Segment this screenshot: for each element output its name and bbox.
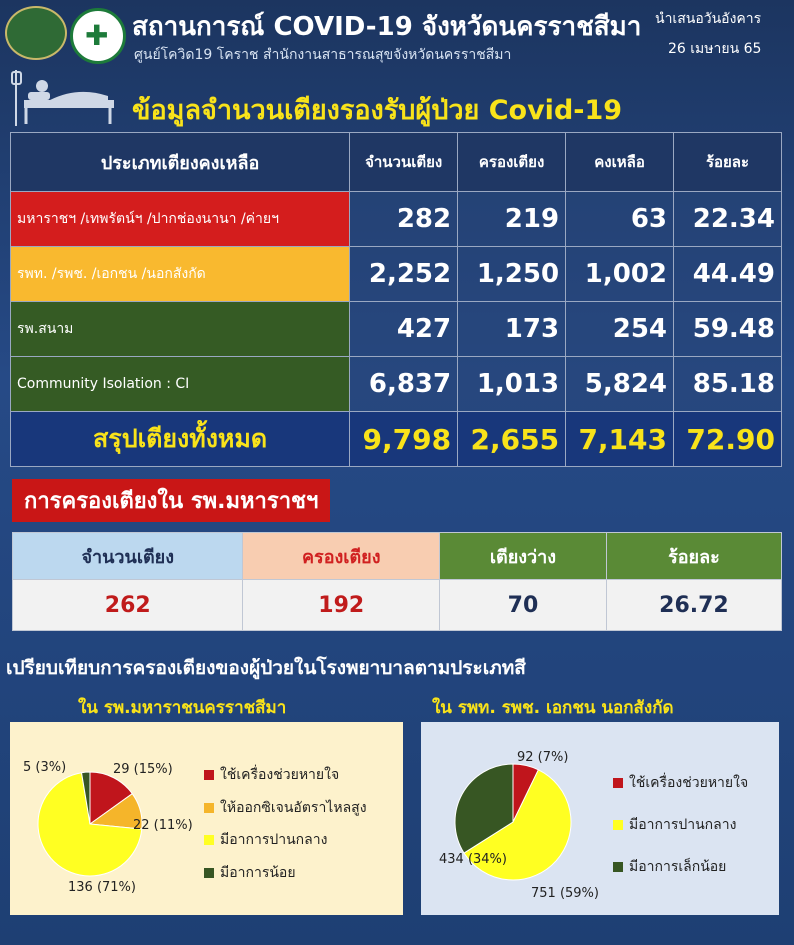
pie-left-title: ใน รพ.มหาราชนครราชสีมา [78,698,287,718]
total-value: 72.90 [674,412,782,467]
cell-value: 192 [243,580,440,631]
legend-swatch [204,868,214,878]
data-label: 92 (7%) [517,750,569,765]
data-label: 5 (3%) [23,760,67,775]
column-header: ร้อยละ [606,533,781,580]
total-label: สรุปเตียงทั้งหมด [11,412,350,467]
column-header: ร้อยละ [674,133,782,192]
province-seal-logo [5,6,67,60]
legend-swatch [613,778,623,788]
legend-swatch [204,803,214,813]
legend-swatch [613,820,623,830]
legend-label: มีอาการปานกลาง [629,817,737,833]
legend-swatch [204,835,214,845]
page-subtitle: ศูนย์โควิด19 โคราช สำนักงานสาธารณสุขจังหวัดนครราชสีมา [134,47,512,63]
hospital-bed-icon [8,66,118,128]
cell-value: 1,013 [458,357,566,412]
legend-label: ให้ออกซิเจนอัตราไหลสูง [220,800,367,816]
cell-value: 173 [458,302,566,357]
legend-item [204,829,327,851]
table-header-row [13,533,782,580]
column-header: ครองเตียง [458,133,566,192]
legend-item [613,772,748,794]
cell-value: 59.48 [674,302,782,357]
pie-left-panel [10,722,403,915]
row-label: รพ.สนาม [11,302,350,357]
table-row [13,580,782,631]
column-header: เตียงว่าง [440,533,607,580]
legend-label: มีอาการเล็กน้อย [629,859,727,875]
data-label: 434 (34%) [439,852,507,867]
data-label: 136 (71%) [68,880,136,895]
column-header: ประเภทเตียงคงเหลือ [11,133,350,192]
table-row [11,357,782,412]
total-value: 7,143 [566,412,674,467]
legend-swatch [613,862,623,872]
cell-value: 44.49 [674,247,782,302]
page-title: สถานการณ์ COVID-19 จังหวัดนครราชสีมา [132,12,642,42]
main-title: ข้อมูลจำนวนเตียงรองรับผู้ป่วย Covid-19 [132,95,623,126]
table-row [11,247,782,302]
cell-value: 26.72 [606,580,781,631]
presentation-day: นำเสนอวันอังคาร [655,11,762,27]
legend-item [204,764,339,786]
cell-value: 63 [566,192,674,247]
legend-item [613,814,736,836]
data-label: 22 (11%) [133,818,193,833]
legend-label: ใช้เครื่องช่วยหายใจ [629,775,749,791]
public-health-logo: ✚ [70,8,126,64]
total-row [11,412,782,467]
legend-label: มีอาการปานกลาง [220,832,328,848]
row-label: มหาราชฯ /เทพรัตน์ฯ /ปากช่องนานา /ค่ายฯ [11,192,350,247]
column-header: ครองเตียง [243,533,440,580]
cell-value: 70 [440,580,607,631]
row-label: รพท. /รพช. /เอกชน /นอกสังกัด [11,247,350,302]
total-value: 9,798 [350,412,458,467]
cell-value: 1,002 [566,247,674,302]
data-label: 751 (59%) [531,886,599,901]
column-header: จำนวนเตียง [13,533,243,580]
cell-value: 6,837 [350,357,458,412]
cell-value: 2,252 [350,247,458,302]
column-header: จำนวนเตียง [350,133,458,192]
cell-value: 427 [350,302,458,357]
comparison-title: เปรียบเทียบการครองเตียงของผู้ป่วยในโรงพยาบาลตามประเภทสี [6,657,526,679]
column-header: คงเหลือ [566,133,674,192]
legend-label: มีอาการน้อย [220,865,296,881]
total-value: 2,655 [458,412,566,467]
table-row [11,302,782,357]
pie-right-panel [421,722,779,915]
data-label: 29 (15%) [113,762,173,777]
cell-value: 254 [566,302,674,357]
pie-right-title: ใน รพท. รพช. เอกชน นอกสังกัด [432,698,674,718]
table-header-row [11,133,782,192]
cell-value: 85.18 [674,357,782,412]
bed-summary-table [10,132,782,467]
cell-value: 282 [350,192,458,247]
cell-value: 219 [458,192,566,247]
legend-label: ใช้เครื่องช่วยหายใจ [220,767,340,783]
legend-item [204,862,296,884]
maharat-occupancy-title: การครองเตียงใน รพ.มหาราชฯ [12,479,330,522]
cell-value: 262 [13,580,243,631]
maharat-occupancy-table [12,532,782,631]
cell-value: 5,824 [566,357,674,412]
row-label: Community Isolation : CI [11,357,350,412]
legend-item [204,797,367,819]
legend-item [613,856,726,878]
presentation-date: 26 เมษายน 65 [668,41,762,57]
legend-swatch [204,770,214,780]
cell-value: 22.34 [674,192,782,247]
table-row [11,192,782,247]
cell-value: 1,250 [458,247,566,302]
